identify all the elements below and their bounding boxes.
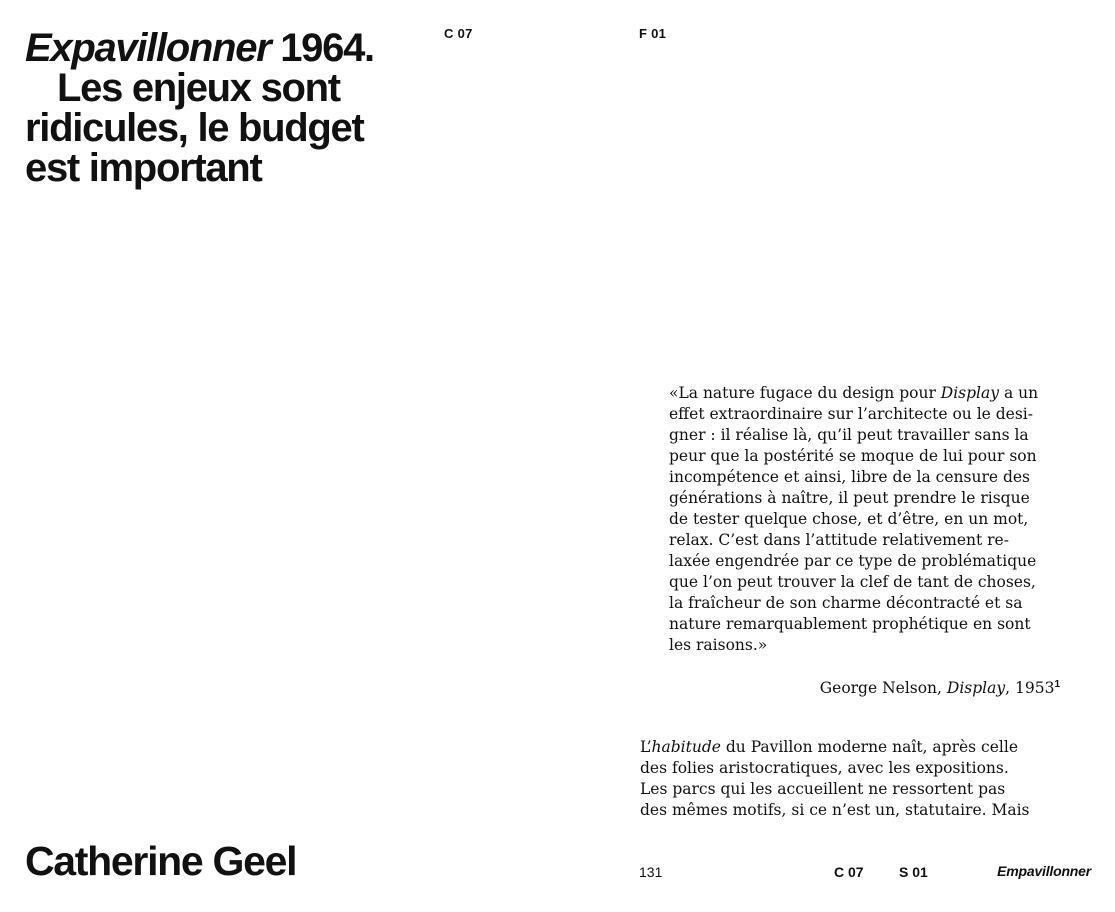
body-line: des mêmes motifs, si ce n’est un, statutaire. Mais	[640, 801, 1030, 819]
body-line: des folies aristocratiques, avec les expositions.	[640, 759, 1009, 777]
quote-line: générations à naître, il peut prendre le risque	[669, 489, 1030, 507]
page-number: 131	[639, 864, 663, 880]
quote-line: incompétence et ainsi, libre de la censure des	[669, 468, 1031, 486]
quote-line: que l’on peut trouver la clef de tant de choses,	[669, 573, 1036, 591]
chapter-title	[25, 28, 445, 188]
quote-line: gner : il réalise là, qu’il peut travailler sans la	[669, 426, 1029, 444]
author-name: Catherine Geel	[25, 838, 297, 884]
footnote-marker[interactable]: 1	[1054, 679, 1060, 690]
title-year: 1964.	[280, 26, 374, 70]
quote-line: «La nature fugace du design pour Display a un	[669, 384, 1039, 402]
running-head: Empavillonner	[997, 863, 1091, 879]
quote-attribution: George Nelson, Display, 1953$^1$	[819, 679, 1060, 697]
footer-chapter-code: C 07	[834, 864, 864, 880]
body-line: Les parcs qui les accueillent ne ressortent pas	[640, 780, 1006, 798]
title-line-1: Les enjeux sont	[57, 66, 340, 110]
body-line: L’habitude du Pavillon moderne naît, après celle	[640, 738, 1018, 756]
title-line-3: est important	[25, 146, 262, 190]
quote-line: peur que la postérité se moque de lui pour son	[669, 447, 1037, 465]
quote-line: la fraîcheur de son charme décontracté et sa	[669, 594, 1023, 612]
quote-line: relax. C’est dans l’attitude relativement re-	[669, 531, 1009, 549]
chapter-code: C 07	[444, 26, 473, 41]
quote-line: nature remarquablement prophétique en sont	[669, 615, 1031, 633]
footer-section-code: S 01	[899, 864, 928, 880]
quote-line: effet extraordinaire sur l’architecte ou le desi-	[669, 405, 1034, 423]
quote-line: de tester quelque chose, et d’être, en un mot,	[669, 510, 1029, 528]
body-paragraph	[640, 737, 1060, 821]
quote-line: laxée engendrée par ce type de problématique	[669, 552, 1037, 570]
title-line-2: ridicules, le budget	[25, 106, 364, 150]
epigraph-quote	[669, 383, 1061, 656]
quote-line: les raisons.»	[669, 636, 768, 654]
figure-code: F 01	[639, 26, 667, 41]
title-italic: Expavillonner	[25, 26, 271, 70]
